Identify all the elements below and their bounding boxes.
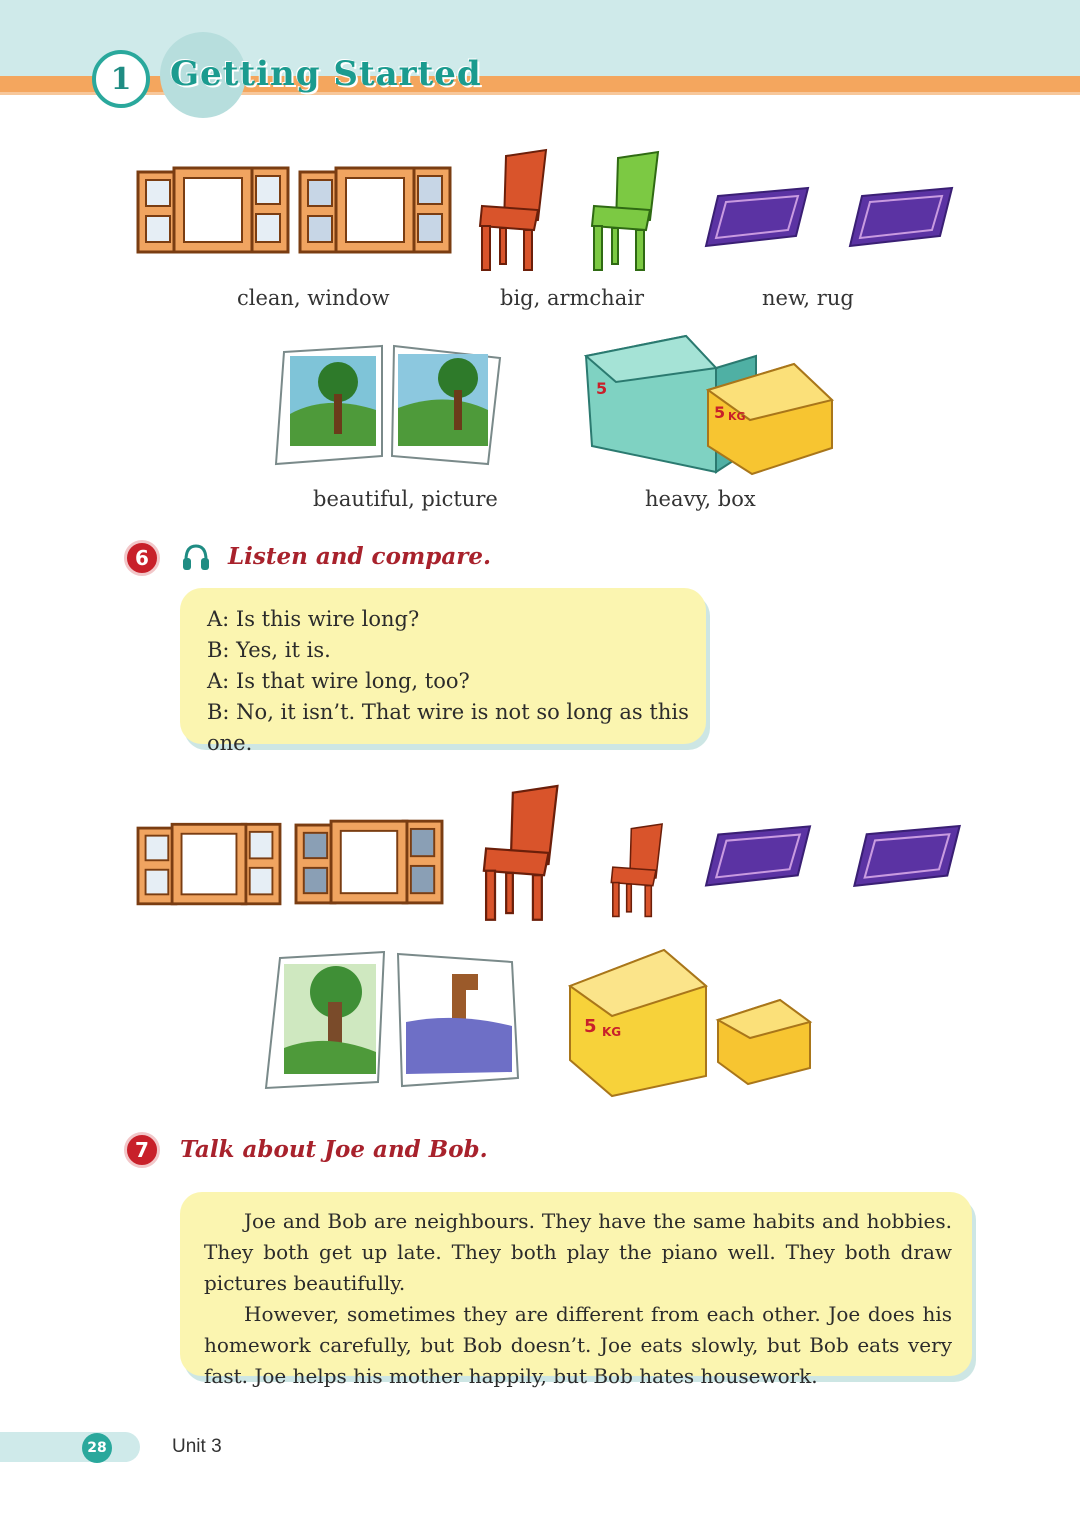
box-illustration	[586, 336, 848, 476]
story-bubble	[180, 1192, 972, 1388]
window-illustration	[138, 820, 280, 910]
dialogue-bubble	[180, 588, 706, 755]
window-illustration	[296, 818, 442, 908]
header-stripe-light	[0, 92, 1080, 95]
armchair-illustration	[476, 150, 556, 272]
small-box-weight-label: 5	[714, 403, 726, 422]
window-illustration	[300, 166, 450, 256]
rug-illustration	[704, 826, 812, 890]
story-paragraph: Joe and Bob are neighbours. They have the same habits and hobbies. They both get up late. They both play the piano well. They both draw pictures beautifully.	[204, 1209, 952, 1295]
section-6-number: 6	[124, 540, 160, 576]
rug-illustration	[704, 188, 810, 250]
picture-illustration	[266, 952, 520, 1102]
headphones-icon	[182, 542, 210, 572]
dialogue-line: B: Yes, it is.	[207, 638, 331, 662]
lesson-number-badge: 1	[92, 50, 150, 108]
armchair-illustration	[478, 786, 570, 922]
armchair-illustration	[588, 152, 668, 272]
box-kg-label: KG	[602, 1025, 622, 1039]
dialogue-line: A: Is that wire long, too?	[207, 669, 470, 693]
page-number: 28	[82, 1433, 112, 1463]
caption-clean-window: clean, window	[237, 286, 390, 310]
caption-big-armchair: big, armchair	[500, 286, 644, 310]
box-weight-label: 5	[584, 1016, 597, 1037]
section-6-title: Listen and compare.	[228, 543, 491, 570]
story-paragraph: However, sometimes they are different from each other. Joe does his homework carefully, but Bob doesn’t. Joe eats slowly, but Bob eats very fast. Joe helps his mother happily, but Bob hates housework.	[204, 1302, 952, 1388]
unit-label: Unit 3	[172, 1436, 222, 1457]
footer-bar	[0, 1432, 140, 1462]
box-illustration	[552, 950, 814, 1096]
window-illustration	[138, 166, 288, 256]
rug-illustration	[848, 188, 954, 250]
section-7-number: 7	[124, 1132, 160, 1168]
dialogue-line: B: No, it isn’t. That wire is not so long as this one.	[207, 700, 689, 755]
caption-heavy-box: heavy, box	[645, 487, 756, 511]
rug-illustration	[852, 826, 962, 890]
section-7-title: Talk about Joe and Bob.	[180, 1136, 488, 1163]
dialogue-line: A: Is this wire long?	[207, 607, 420, 631]
armchair-illustration	[608, 824, 670, 918]
big-box-weight-label: 5	[596, 379, 608, 398]
picture-illustration	[276, 344, 502, 476]
lesson-title: Getting Started	[170, 54, 482, 94]
small-box-kg-label: KG	[728, 410, 746, 423]
caption-beautiful-picture: beautiful, picture	[313, 487, 498, 511]
caption-new-rug: new, rug	[762, 286, 854, 310]
